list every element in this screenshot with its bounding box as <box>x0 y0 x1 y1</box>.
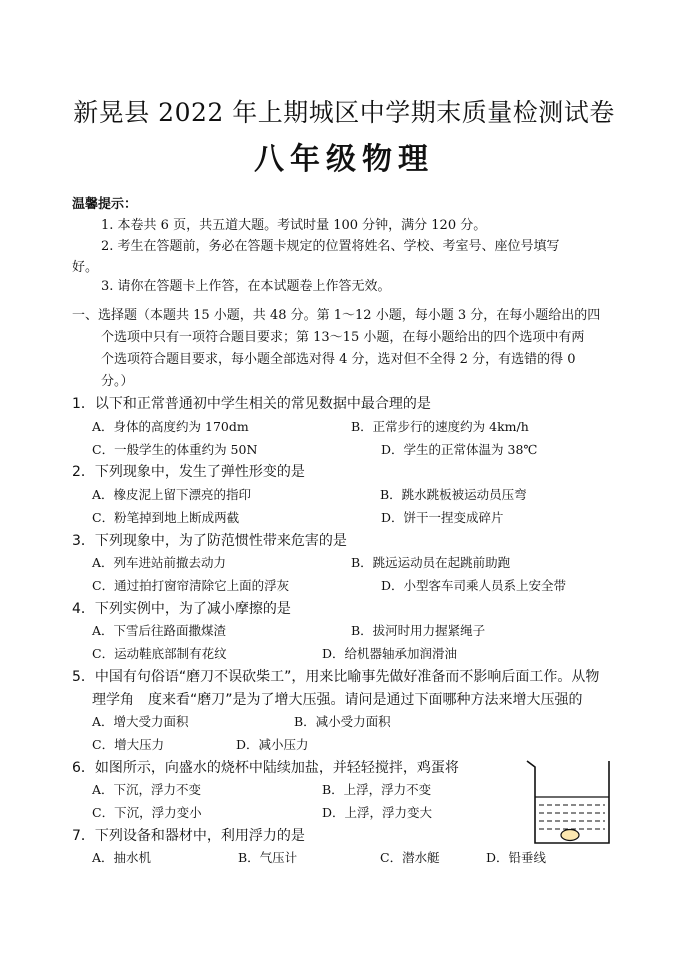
section-text: 个选项中只有一项符合题目要求；第 13～15 小题，在每小题给出的四个选项中有两 <box>101 330 585 345</box>
option-d: D．小型客车司乘人员系上安全带 <box>381 578 567 593</box>
option-c: C．运动鞋底部制有花纹 <box>92 646 227 661</box>
option-a: A．列车进站前撤去动力 <box>92 555 227 570</box>
option-b: B．跳远运动员在起跳前助跑 <box>351 555 511 570</box>
beaker-egg-figure <box>523 757 615 847</box>
question-stem: 5．中国有句俗语“磨刀不误砍柴工”，用来比喻事先做好准备而不影响后面工作。从物 <box>72 669 600 685</box>
option-a: A．下雪后往路面撒煤渣 <box>92 623 227 638</box>
option-d: D．减小压力 <box>236 737 309 752</box>
tip-item: 3. 请你在答题卡上作答，在本试题卷上作答无效。 <box>101 279 391 294</box>
option-a: A．抽水机 <box>92 850 152 865</box>
option-b: B．气压计 <box>238 850 298 865</box>
egg-icon <box>561 830 579 841</box>
option-d: D．学生的正常体温为 38℃ <box>381 442 538 457</box>
option-c: C．一般学生的体重约为 50N <box>92 442 258 457</box>
page-title: 新晃县 2022 年上期城区中学期末质量检测试卷 <box>73 98 615 127</box>
option-d: D．饼干一捏变成碎片 <box>381 510 504 525</box>
option-d: D．上浮，浮力变大 <box>322 805 433 820</box>
tip-item: 2. 考生在答题前，务必在答题卡规定的位置将姓名、学校、考室号、座位号填写 <box>101 239 560 254</box>
question-stem-continued: 理学角 度来看“磨刀”是为了增大压强。请问是通过下面哪种方法来增大压强的 <box>92 692 583 708</box>
option-b: B．跳水跳板被运动员压弯 <box>380 487 527 502</box>
option-d: D．给机器轴承加润滑油 <box>322 646 458 661</box>
question-stem: 2．下列现象中，发生了弹性形变的是 <box>72 464 305 480</box>
option-c: C．潜水艇 <box>380 850 440 865</box>
option-c: C．粉笔掉到地上断成两截 <box>92 510 240 525</box>
question-stem: 6．如图所示，向盛水的烧杯中陆续加盐，并轻轻搅拌，鸡蛋将 <box>72 760 459 776</box>
option-b: B．正常步行的速度约为 4km/h <box>351 419 529 434</box>
page-subtitle: 八年级物理 <box>254 142 434 177</box>
option-b: B．上浮，浮力不变 <box>322 782 432 797</box>
option-d: D．铅垂线 <box>486 850 547 865</box>
section-text: 个选项符合题目要求，每小题全部选对得 4 分，选对但不全得 2 分，有选错的得 0 <box>101 352 576 367</box>
question-stem: 7．下列设备和器材中，利用浮力的是 <box>72 828 305 844</box>
option-a: A．橡皮泥上留下漂亮的指印 <box>92 487 252 502</box>
option-c: C．下沉，浮力变小 <box>92 805 202 820</box>
tip-item: 1. 本卷共 6 页，共五道大题。考试时量 100 分钟，满分 120 分。 <box>101 218 487 233</box>
question-stem: 1．以下和正常普通初中学生相关的常见数据中最合理的是 <box>72 396 431 412</box>
option-a: A．身体的高度约为 170dm <box>92 419 249 434</box>
tip-item: 好。 <box>72 260 99 275</box>
water-hatching <box>539 805 605 829</box>
option-a: A．下沉，浮力不变 <box>92 782 202 797</box>
question-stem: 4．下列实例中，为了减小摩擦的是 <box>72 601 291 617</box>
section-text: 分。） <box>101 374 134 389</box>
section-heading: 一、选择题（本题共 15 小题，共 48 分。第 1～12 小题，每小题 3 分，在每小题给出的四 <box>72 308 601 323</box>
option-b: B．减小受力面积 <box>294 714 391 729</box>
option-c: C．增大压力 <box>92 737 165 752</box>
option-c: C．通过拍打窗帘清除它上面的浮灰 <box>92 578 290 593</box>
question-stem: 3．下列现象中，为了防范惯性带来危害的是 <box>72 533 347 549</box>
tips-heading: 温馨提示： <box>72 197 138 212</box>
option-a: A．增大受力面积 <box>92 714 189 729</box>
option-b: B．拔河时用力握紧绳子 <box>351 623 486 638</box>
